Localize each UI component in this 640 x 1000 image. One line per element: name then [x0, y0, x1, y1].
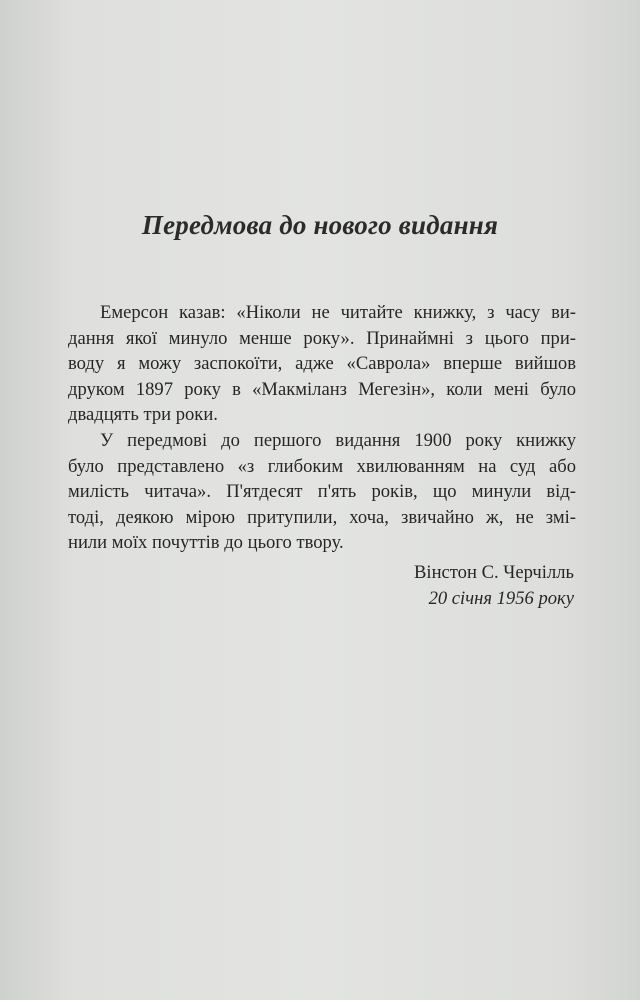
text-line: воду я можу заспокоїти, адже «Саврола» вперше вийшов — [68, 353, 576, 375]
signature-block — [414, 560, 574, 611]
paragraph-2 — [68, 428, 576, 556]
text-line: У передмові до першого видання 1900 року книжку — [100, 429, 576, 451]
text-line: тоді, деякою мірою притупили, хоча, звичайно ж, не змі- — [68, 506, 576, 528]
text-line: двадцять три роки. — [68, 404, 218, 426]
signature-date: 20 січня 1956 року — [428, 587, 574, 609]
text-line: друком 1897 року в «Макміланз Мегезін», коли мені було — [68, 378, 576, 400]
text-line: дання якої минуло менше року». Принаймні з цього при- — [68, 327, 576, 349]
preface-body — [68, 300, 576, 556]
text-line: було представлено «з глибоким хвилюванням на суд або — [68, 455, 576, 477]
paragraph-1 — [68, 300, 576, 428]
text-line: милість читача». П'ятдесят п'ять років, що минули від- — [68, 481, 576, 503]
page-title: Передмова до нового видання — [141, 210, 499, 240]
signature-author: Вінстон С. Черчілль — [414, 562, 574, 583]
text-line: Емерсон казав: «Ніколи не читайте книжку, з часу ви- — [100, 302, 576, 323]
text-line: нили моїх почуттів до цього твору. — [68, 532, 344, 554]
